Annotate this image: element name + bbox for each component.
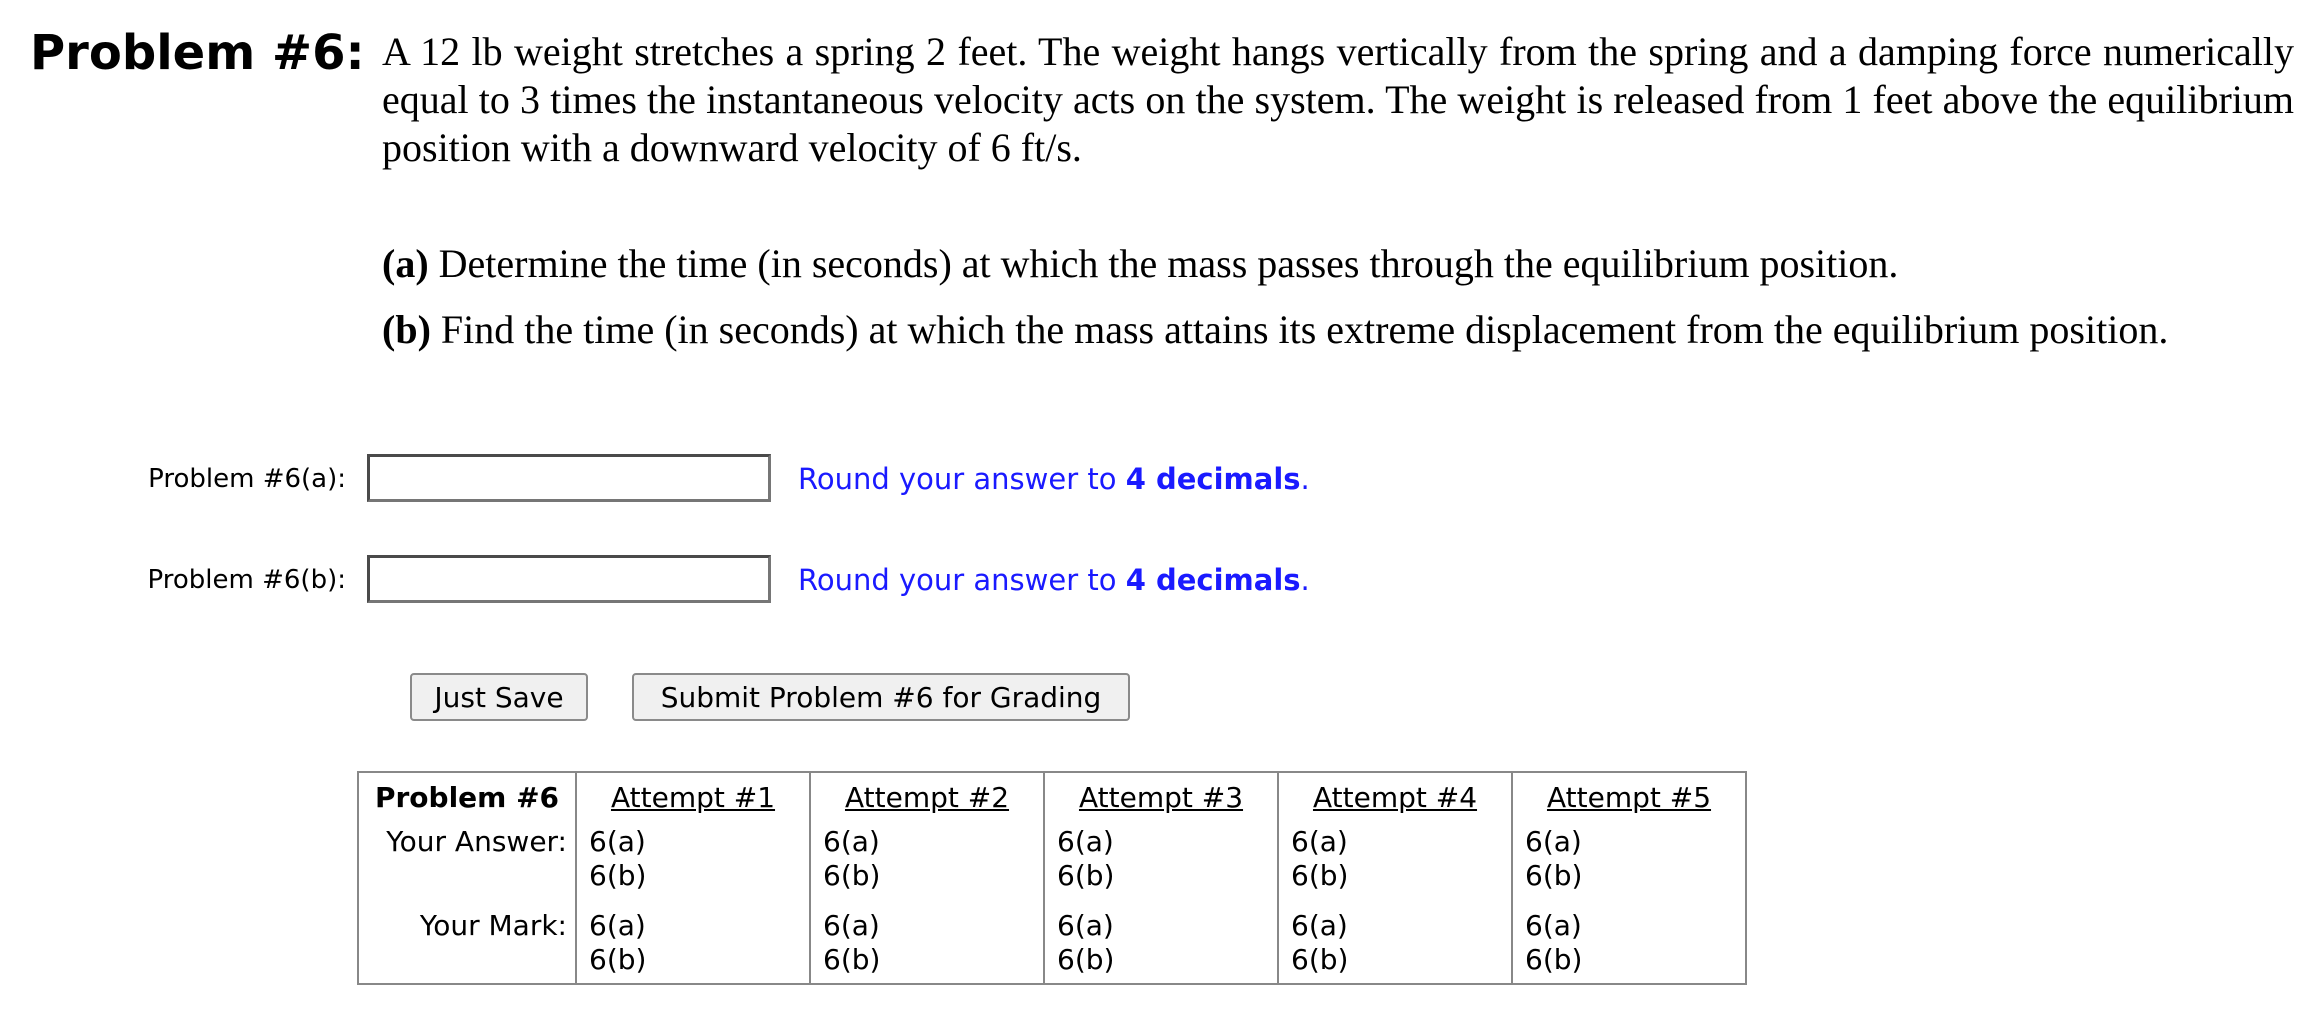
part-b-label: (b) xyxy=(382,307,431,352)
attempt-4-mark-cell xyxy=(1278,909,1512,984)
attempt-5-answer-cell xyxy=(1512,821,1746,909)
part-b xyxy=(382,306,2168,354)
answer-part-b: 6(b) xyxy=(589,859,647,892)
mark-part-a: 6(a) xyxy=(589,909,646,942)
mark-part-a: 6(a) xyxy=(1057,909,1114,942)
attempt-3-link[interactable] xyxy=(1044,772,1278,821)
answer-part-a: 6(a) xyxy=(1525,825,1582,858)
answer-part-b: 6(b) xyxy=(1291,859,1349,892)
mark-part-b: 6(b) xyxy=(1525,943,1583,976)
answer-b-hint-suffix: . xyxy=(1300,563,1310,597)
answer-b-label: Problem #6(b): xyxy=(147,565,346,595)
mark-part-a: 6(a) xyxy=(1525,909,1582,942)
attempt-4-answer-cell xyxy=(1278,821,1512,909)
answer-a-hint-decimals: 4 decimals xyxy=(1125,462,1301,496)
answer-a-hint-suffix: . xyxy=(1300,462,1310,496)
mark-part-a: 6(a) xyxy=(823,909,880,942)
mark-part-b: 6(b) xyxy=(823,943,881,976)
your-answer-row xyxy=(358,821,1746,909)
attempts-table xyxy=(357,771,1747,985)
part-a xyxy=(382,240,1898,288)
submit-button[interactable]: Submit Problem #6 for Grading xyxy=(632,673,1130,721)
answer-b-hint-decimals: 4 decimals xyxy=(1125,563,1301,597)
attempt-4-link[interactable] xyxy=(1278,772,1512,821)
attempt-2-link[interactable] xyxy=(810,772,1044,821)
attempt-1-mark-cell xyxy=(576,909,810,984)
mark-part-b: 6(b) xyxy=(1057,943,1115,976)
answer-a-hint-prefix: Round your answer to xyxy=(798,462,1126,496)
attempt-4-label: Attempt #4 xyxy=(1312,780,1478,814)
part-b-text: Find the time (in seconds) at which the mass attains its extreme displacement from the equilibrium position. xyxy=(440,307,2169,352)
mark-part-b: 6(b) xyxy=(589,943,647,976)
answer-b-hint-prefix: Round your answer to xyxy=(798,563,1126,597)
attempt-5-link[interactable] xyxy=(1512,772,1746,821)
mark-part-a: 6(a) xyxy=(1291,909,1348,942)
part-a-text: Determine the time (in seconds) at which the mass passes through the equilibrium position. xyxy=(438,241,1899,286)
your-mark-label: Your Mark: xyxy=(419,909,567,942)
your-mark-row xyxy=(358,909,1746,984)
answer-part-a: 6(a) xyxy=(589,825,646,858)
answer-part-a: 6(a) xyxy=(1291,825,1348,858)
attempt-2-label: Attempt #2 xyxy=(844,780,1010,814)
your-answer-label: Your Answer: xyxy=(386,825,567,858)
attempts-table-title: Problem #6 xyxy=(374,780,560,814)
answer-part-b: 6(b) xyxy=(1057,859,1115,892)
answer-a-hint xyxy=(798,460,1310,498)
attempt-2-answer-cell xyxy=(810,821,1044,909)
attempt-2-mark-cell xyxy=(810,909,1044,984)
attempt-5-mark-cell xyxy=(1512,909,1746,984)
answer-b-input[interactable] xyxy=(367,555,771,603)
answer-a-label: Problem #6(a): xyxy=(148,464,346,494)
problem-title: Problem #6: xyxy=(30,25,365,81)
attempt-3-mark-cell xyxy=(1044,909,1278,984)
part-a-label: (a) xyxy=(382,241,429,286)
problem-statement: A 12 lb weight stretches a spring 2 feet. The weight hangs vertically from the spring and a damping force numerically equal to 3 times the instantaneous velocity acts on the system. The weight is released from 1 feet above the equilibrium position with a downward velocity of 6 ft/s. xyxy=(382,29,2294,170)
answer-part-a: 6(a) xyxy=(823,825,880,858)
answer-b-hint xyxy=(798,561,1310,599)
attempt-1-label: Attempt #1 xyxy=(610,780,776,814)
attempt-1-answer-cell xyxy=(576,821,810,909)
answer-part-a: 6(a) xyxy=(1057,825,1114,858)
attempt-5-label: Attempt #5 xyxy=(1546,780,1712,814)
answer-a-input[interactable] xyxy=(367,454,771,502)
answer-part-b: 6(b) xyxy=(823,859,881,892)
just-save-button[interactable]: Just Save xyxy=(410,673,588,721)
attempt-1-link[interactable] xyxy=(576,772,810,821)
attempt-3-answer-cell xyxy=(1044,821,1278,909)
mark-part-b: 6(b) xyxy=(1291,943,1349,976)
answer-part-b: 6(b) xyxy=(1525,859,1583,892)
attempt-3-label: Attempt #3 xyxy=(1078,780,1244,814)
attempts-header-row xyxy=(358,772,1746,821)
